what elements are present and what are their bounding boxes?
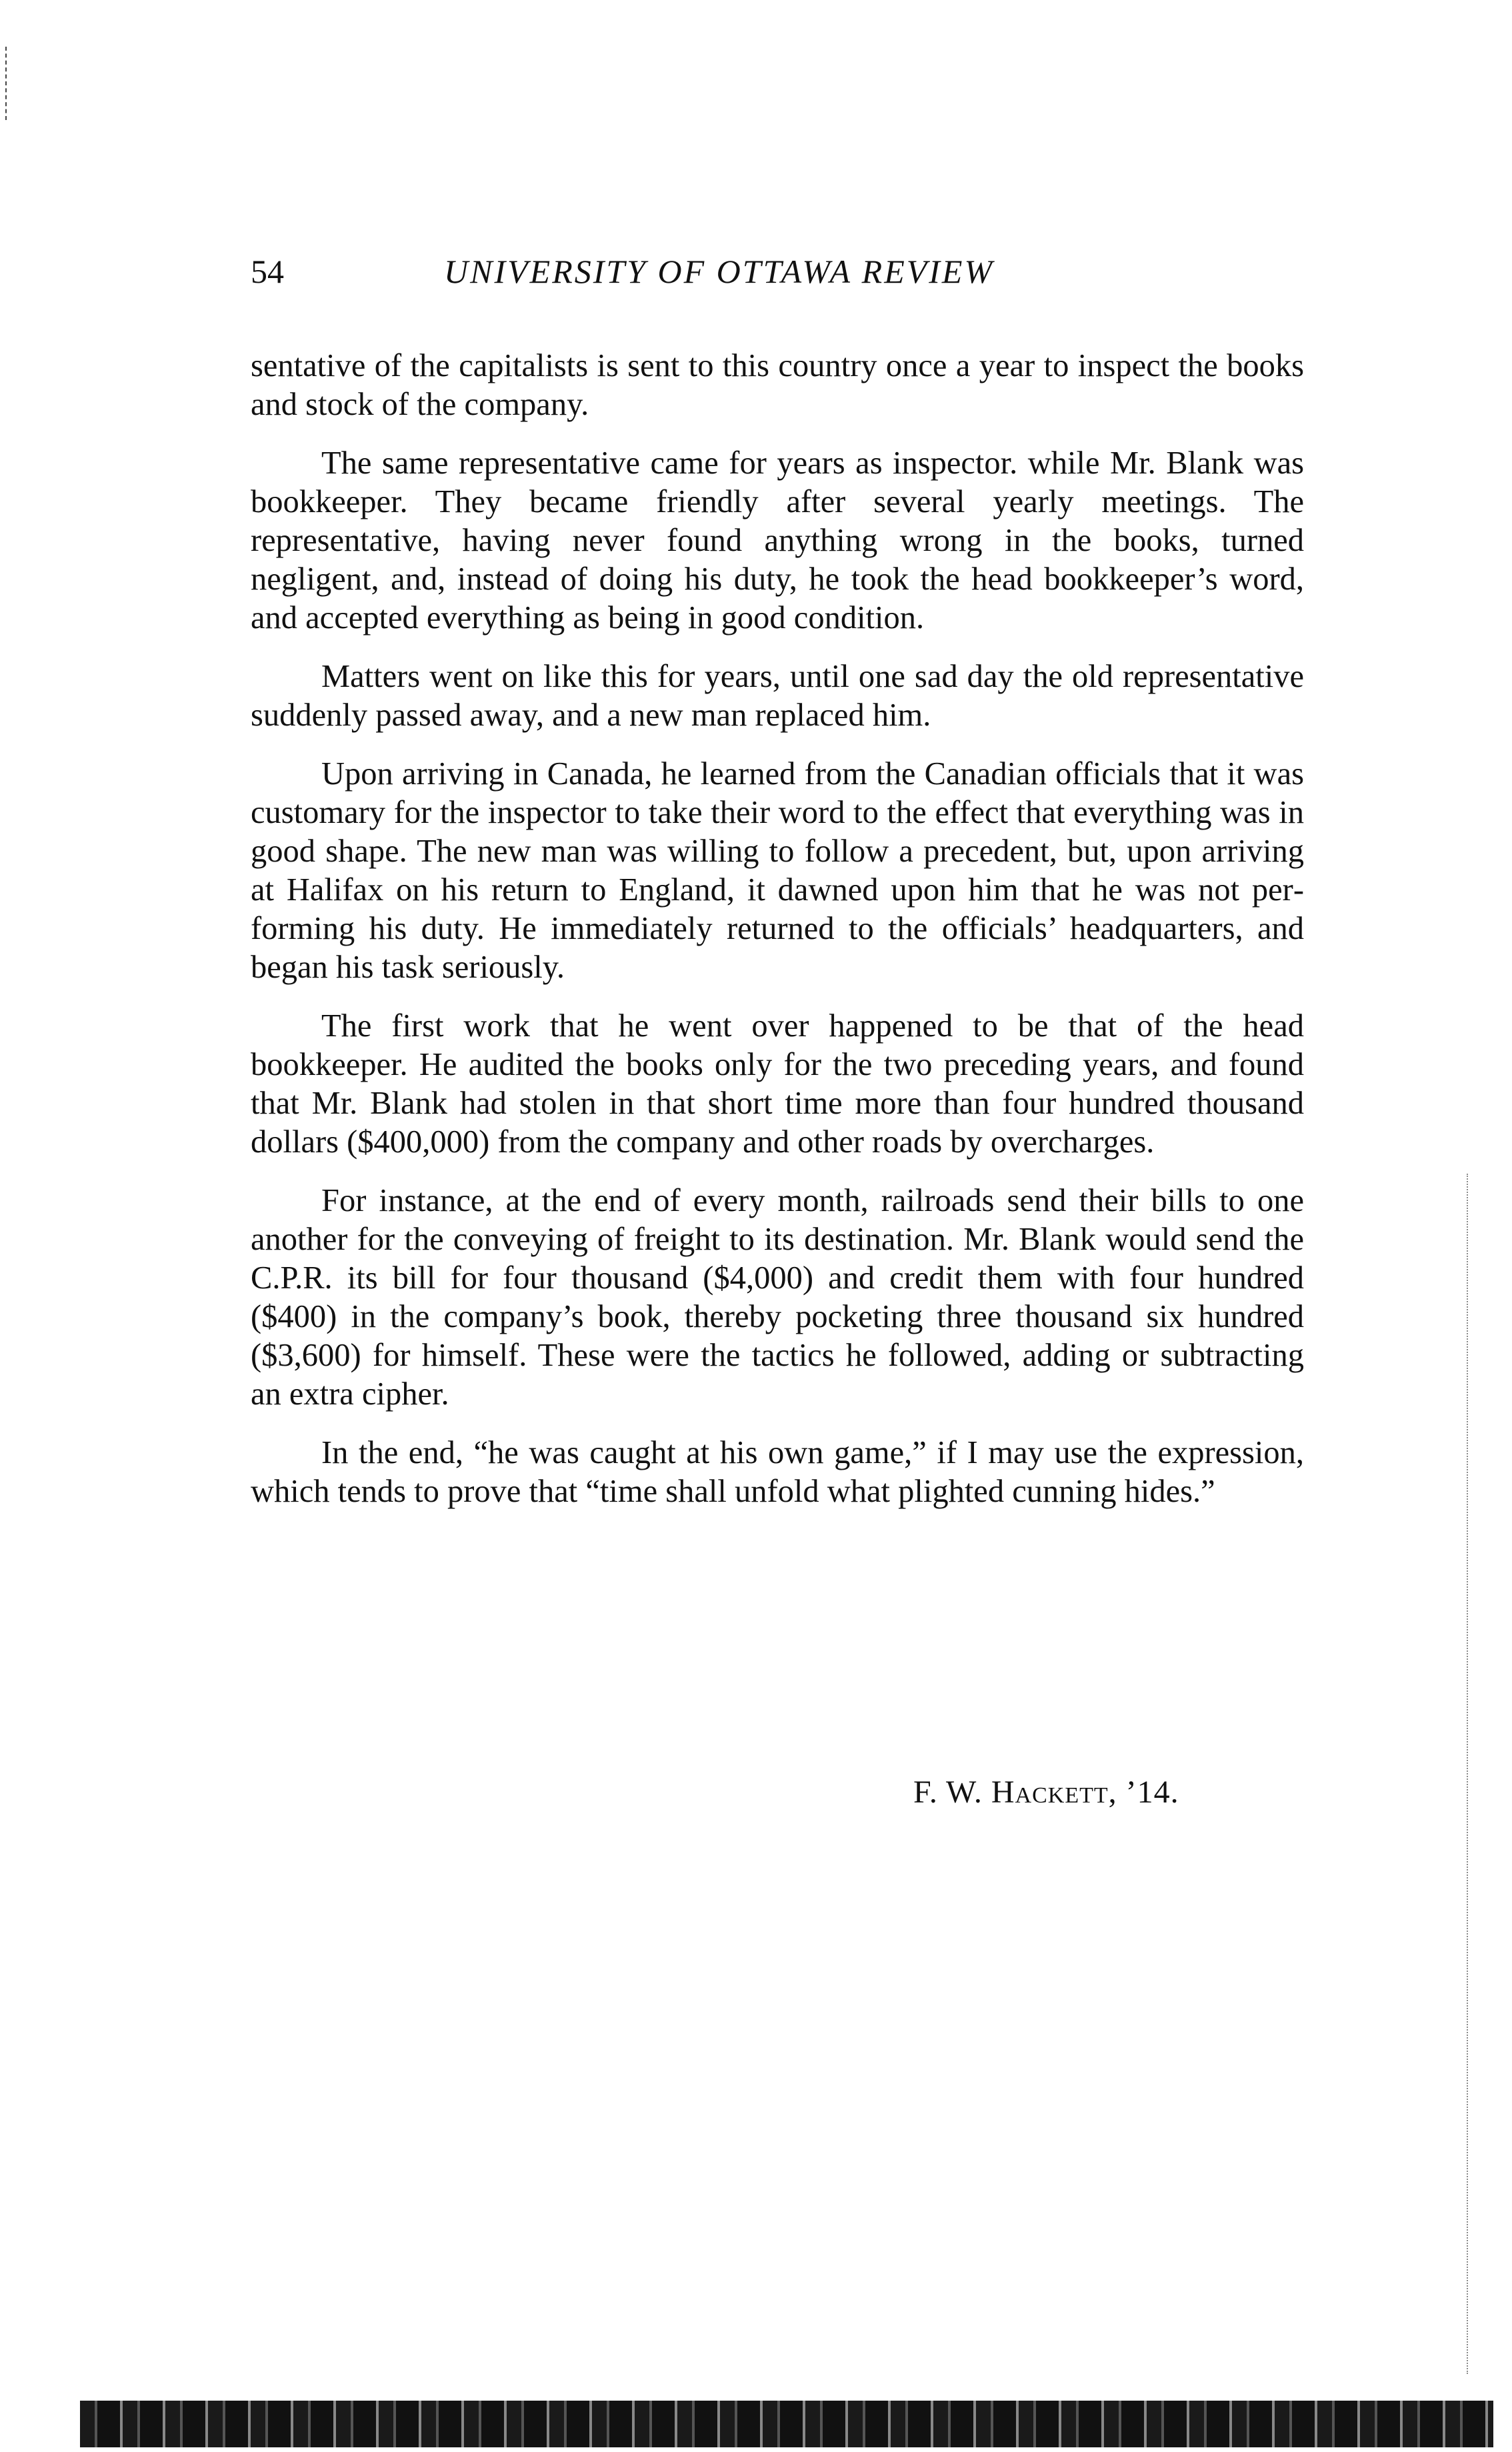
paragraph-5: The first work that he went over happened to be that of the head bookkeeper. He audited the books only for the two preceding years, and found that Mr. Blank had stolen in that short time more than four hundred thousand dollars ($400,000) from the company and other roads by overcharges. xyxy=(251,1008,1304,1160)
running-title: UNIVERSITY OF OTTAWA REVIEW xyxy=(444,253,995,290)
paragraph-3: Matters went on like this for years, until one sad day the old representative suddenly passed away, and a new man replaced him. xyxy=(251,659,1304,733)
signature-initials: F. W. xyxy=(913,1774,991,1810)
page-header xyxy=(251,252,1304,305)
scan-artifact-bar xyxy=(80,2401,1493,2447)
signature-surname: Hackett xyxy=(991,1774,1109,1810)
scan-margin-line xyxy=(1467,1174,1469,2374)
article-body xyxy=(251,347,1304,1531)
signature-year: , ’14. xyxy=(1108,1774,1179,1810)
paragraph-2: The same representative came for years as inspector. while Mr. Blank was bookkeeper. They became friendly after several yearly meetings. The representative, having never found anything wrong in the books, turned negligent, and, instead of doing his duty, he took the head bookkeeper’s word, and accepted everything as being in good condition. xyxy=(251,445,1304,636)
scan-edge-marks xyxy=(5,47,9,120)
paragraph-1: sentative of the capitalists is sent to this country once a year to inspect the books and stock of the company. xyxy=(251,348,1304,422)
author-signature xyxy=(913,1774,1179,1810)
paragraph-4: Upon arriving in Canada, he learned from the Canadian officials that it was customary for the inspector to take their word to the effect that everything was in good shape. The new man was willing to follow a precedent, but, upon arriving at Halifax on his return to England, it dawned upon him that he was not performing his duty. He immediately returned to the officials’ headquarters, and began his task seriously. xyxy=(251,756,1304,985)
paragraph-6: For instance, at the end of every month, railroads send their bills to one another for the conveying of freight to its destination. Mr. Blank would send the C.P.R. its bill for four thousand ($4,000) and credit them with four hundred ($400) in the company’s book, thereby pocketing three thousand six hundred ($3,600) for himself. These were the tactics he followed, adding or subtracting an extra cipher. xyxy=(251,1183,1304,1412)
paragraph-7: In the end, “he was caught at his own game,” if I may use the expression, which tends to prove that “time shall unfold what plighted cunning hides.” xyxy=(251,1435,1304,1509)
page-number: 54 xyxy=(251,253,284,290)
